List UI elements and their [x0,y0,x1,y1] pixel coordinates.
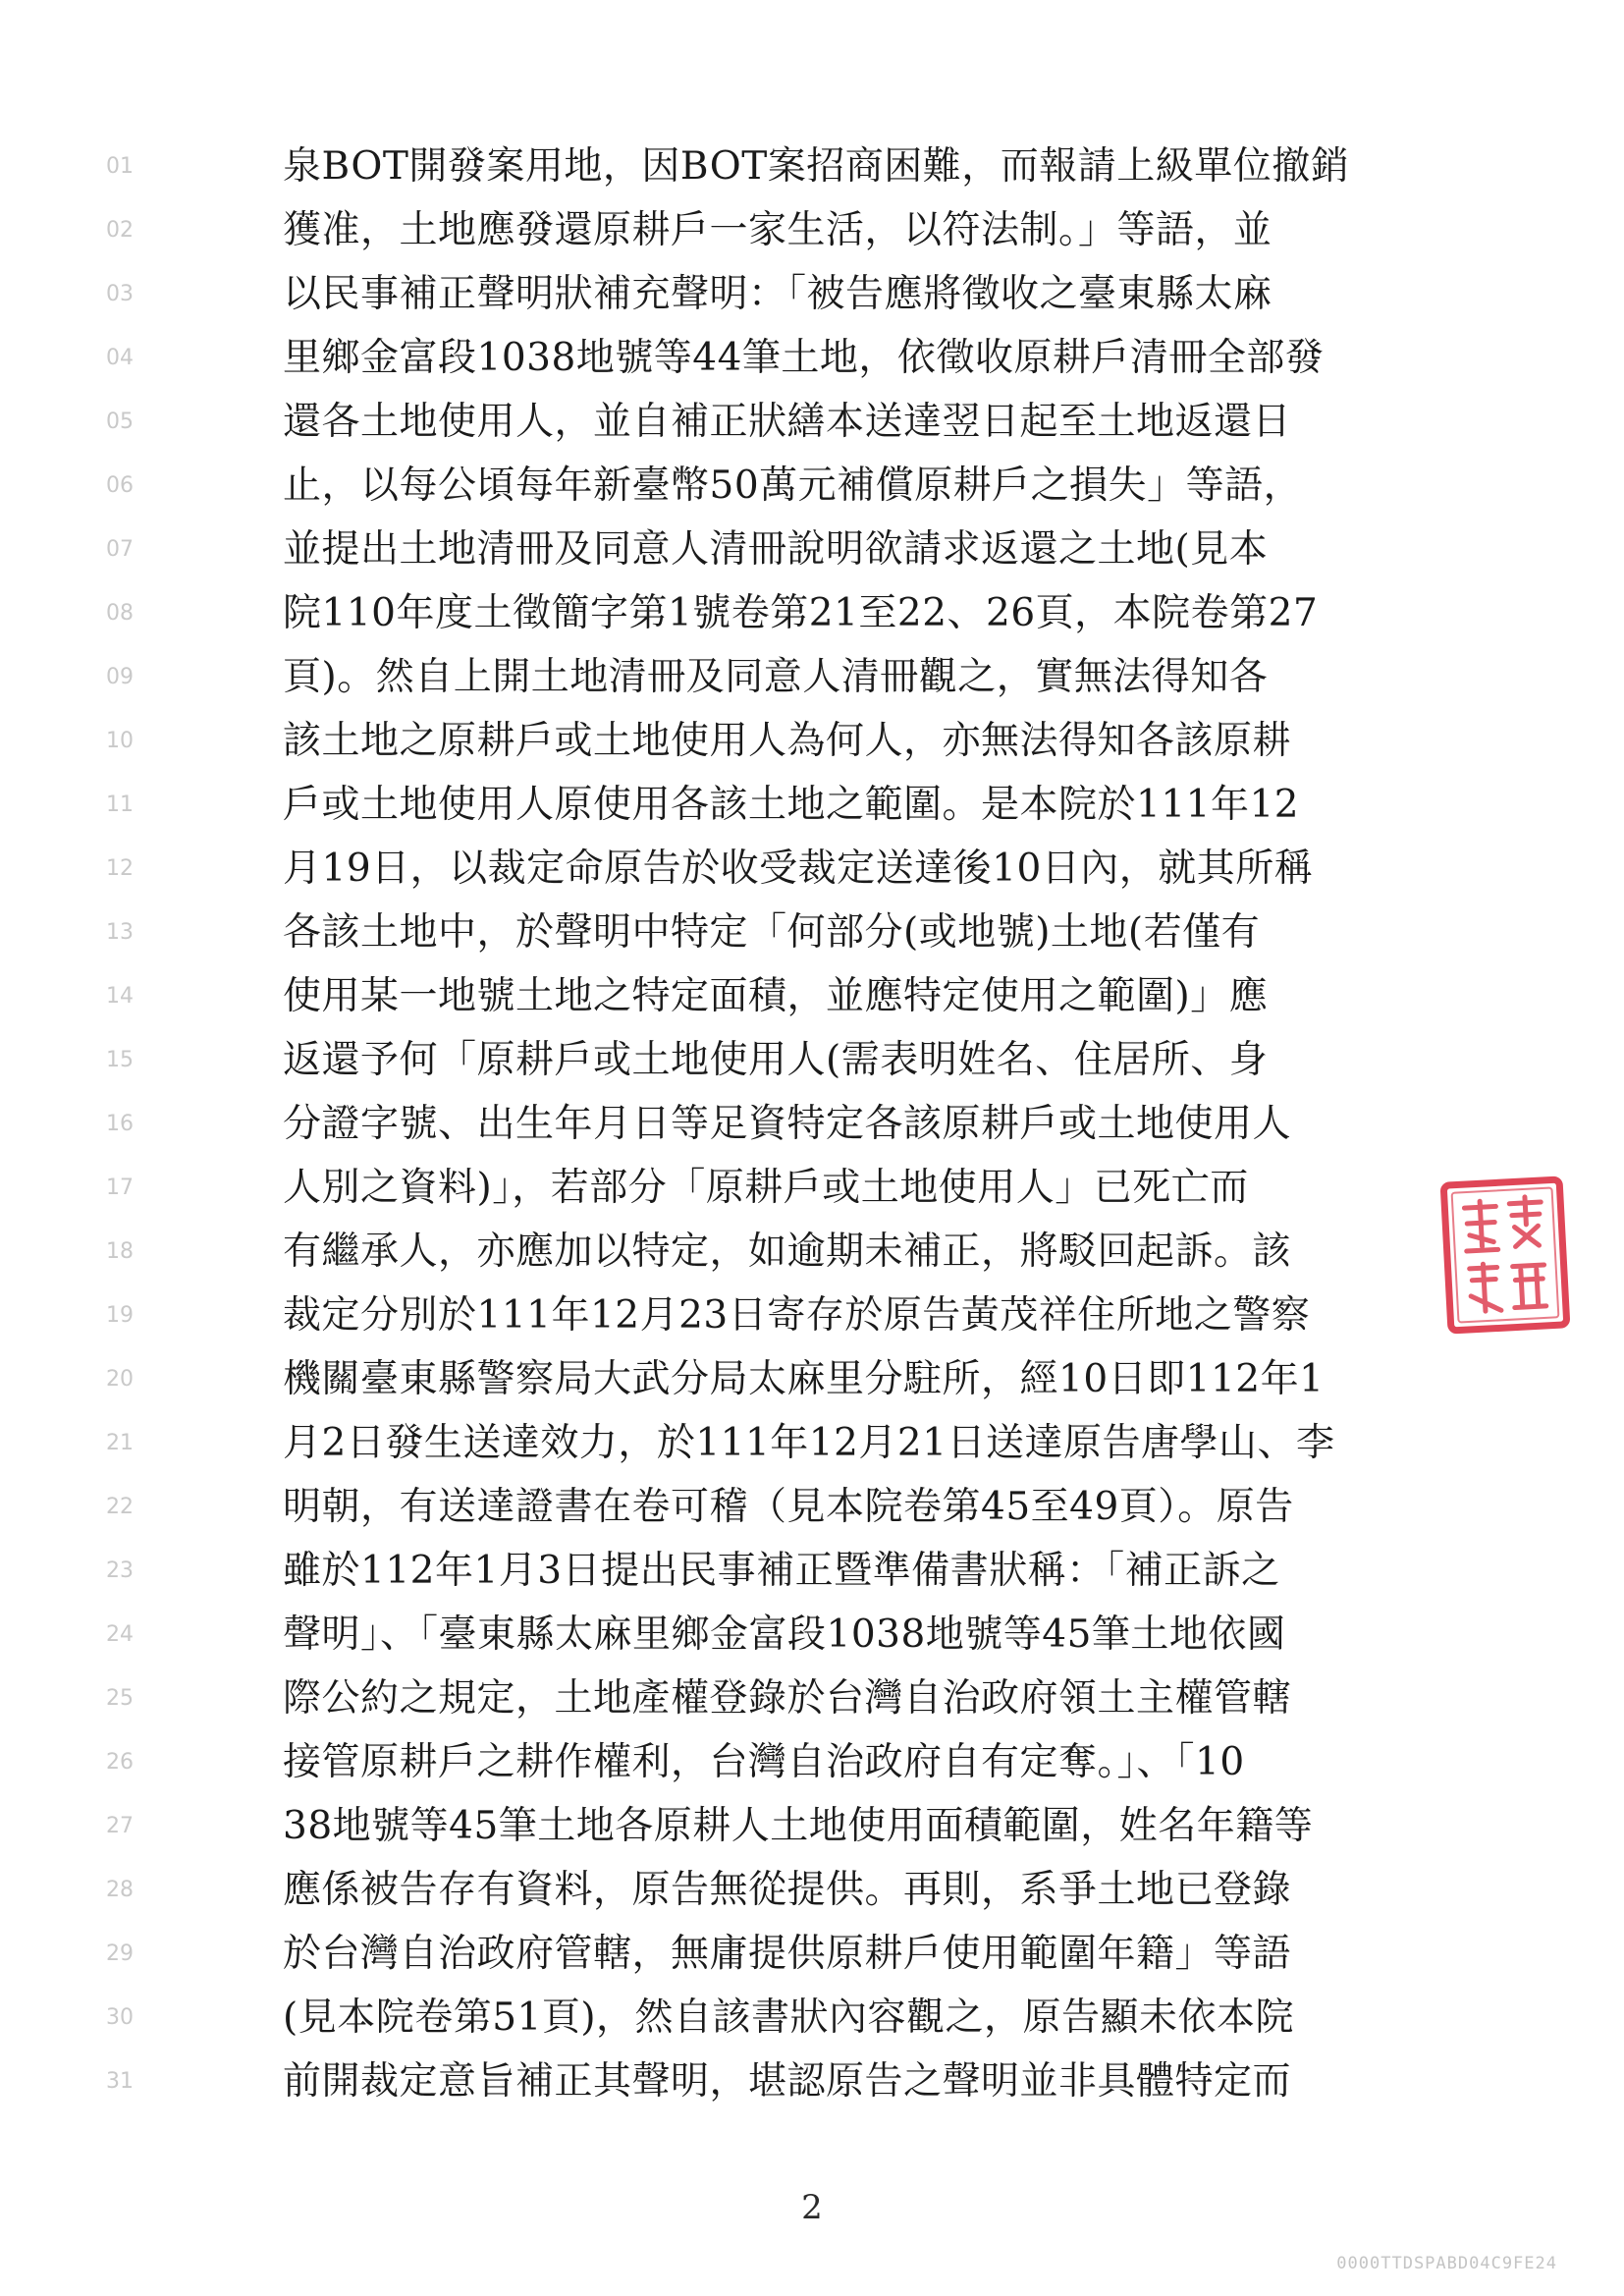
line-number: 12 [106,856,134,881]
text-line: (見本院卷第51頁)，然自該書狀內容觀之，原告顯未依本院 [283,1995,1295,2040]
line-number: 15 [106,1048,134,1072]
line-number: 10 [106,729,134,753]
line-number: 19 [106,1303,134,1328]
text-line: 以民事補正聲明狀補充聲明：「被告應將徵收之臺東縣太麻 [283,272,1272,316]
text-line: 於台灣自治政府管轄，無庸提供原耕戶使用範圍年籍」等語 [283,1932,1292,1976]
line-number: 30 [106,2005,134,2030]
text-line: 里鄉金富段1038地號等44筆土地，依徵收原耕戶清冊全部發 [283,336,1325,380]
line-number: 04 [106,346,134,370]
text-line: 聲明」、「臺東縣太麻里鄉金富段1038地號等45筆土地依國 [283,1613,1286,1657]
text-line: 接管原耕戶之耕作權利，台灣自治政府自有定奪。」、「10 [283,1740,1245,1784]
line-number: 07 [106,537,134,562]
court-seal-stamp [1437,1174,1573,1338]
line-number: 24 [106,1622,134,1647]
line-number: 25 [106,1686,134,1711]
text-line: 頁)。然自上開土地清冊及同意人清冊觀之，實無法得知各 [283,655,1269,699]
text-line: 各該土地中，於聲明中特定「何部分(或地號)土地(若僅有 [283,910,1261,955]
text-line: 並提出土地清冊及同意人清冊說明欲請求返還之土地(見本 [283,527,1269,572]
page-number: 2 [801,2188,823,2227]
text-line: 機關臺東縣警察局大武分局太麻里分駐所，經10日即112年1 [283,1357,1325,1401]
text-line: 止，以每公頃每年新臺幣50萬元補償原耕戶之損失」等語， [283,464,1303,508]
line-number: 16 [106,1112,134,1136]
line-number: 26 [106,1750,134,1775]
text-line: 月19日，以裁定命原告於收受裁定送達後10日內，就其所稱 [283,847,1314,891]
text-line: 分證字號、出生年月日等足資特定各該原耕戶或土地使用人 [283,1102,1292,1146]
line-number: 29 [106,1941,134,1966]
text-line: 院110年度土徵簡字第1號卷第21至22、26頁，本院卷第27 [283,591,1319,635]
line-number: 18 [106,1239,134,1264]
line-number-gutter [106,143,145,2122]
text-line: 裁定分別於111年12月23日寄存於原告黃茂祥住所地之警察 [283,1293,1311,1338]
line-number: 01 [106,154,134,179]
text-line: 泉BOT開發案用地，因BOT案招商困難，而報請上級單位撤銷 [283,144,1350,189]
line-number: 11 [106,793,134,817]
text-line: 戶或土地使用人原使用各該土地之範圍。是本院於111年12 [283,783,1300,827]
text-line: 雖於112年1月3日提出民事補正暨準備書狀稱：「補正訴之 [283,1549,1280,1593]
text-line: 38地號等45筆土地各原耕人土地使用面積範圍，姓名年籍等 [283,1804,1314,1848]
text-line: 獲准，土地應發還原耕戶一家生活，以符法制。」等語，並 [283,208,1272,252]
line-number: 20 [106,1367,134,1392]
line-number: 23 [106,1558,134,1583]
text-line: 使用某一地號土地之特定面積，並應特定使用之範圍)」應 [283,974,1269,1018]
text-line: 月2日發生送達效力，於111年12月21日送達原告唐學山、李 [283,1421,1335,1465]
text-line: 應係被告存有資料，原告無從提供。再則，系爭土地已登錄 [283,1868,1292,1912]
line-number: 27 [106,1814,134,1838]
line-number: 21 [106,1431,134,1455]
document-code: 0000TTDSPABD04C9FE24 [1336,2254,1557,2273]
text-line: 該土地之原耕戶或土地使用人為何人，亦無法得知各該原耕 [283,719,1292,763]
line-number: 08 [106,601,134,626]
line-number: 14 [106,984,134,1009]
line-number: 22 [106,1495,134,1519]
line-number: 06 [106,473,134,498]
line-number: 17 [106,1175,134,1200]
line-number: 28 [106,1878,134,1902]
text-line: 際公約之規定，土地產權登錄於台灣自治政府領土主權管轄 [283,1676,1292,1721]
line-number: 03 [106,282,134,306]
text-line: 返還予何「原耕戶或土地使用人(需表明姓名、住居所、身 [283,1038,1269,1082]
line-number: 02 [106,218,134,243]
line-number: 13 [106,920,134,945]
text-line: 前開裁定意旨補正其聲明，堪認原告之聲明並非具體特定而 [283,2059,1292,2104]
line-number: 09 [106,665,134,689]
line-number: 31 [106,2069,134,2094]
text-line: 還各土地使用人，並自補正狀繕本送達翌日起至土地返還日 [283,400,1292,444]
text-line: 有繼承人，亦應加以特定，如逾期未補正，將駁回起訴。該 [283,1230,1292,1274]
text-line: 人別之資料)」，若部分「原耕戶或土地使用人」已死亡而 [283,1166,1249,1210]
text-line: 明朝，有送達證書在卷可稽（見本院卷第45至49頁）。原告 [283,1485,1294,1529]
line-number: 05 [106,410,134,434]
judgment-body-text [283,143,1422,2122]
